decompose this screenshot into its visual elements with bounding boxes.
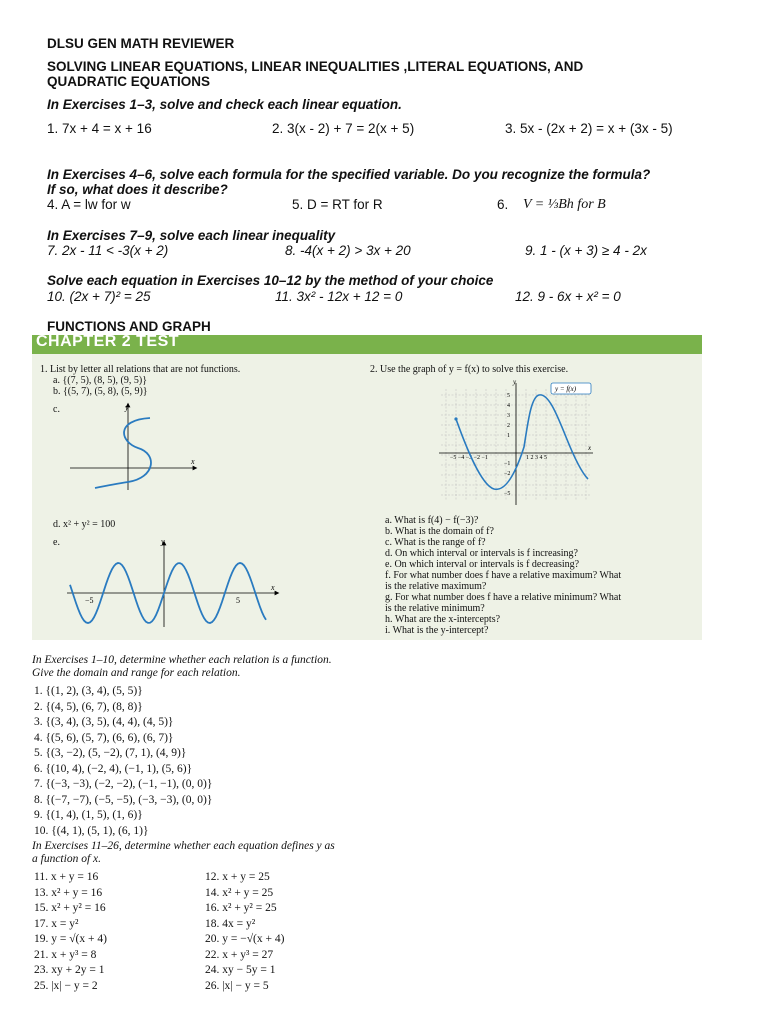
equation-22: 22. x + y³ = 27 xyxy=(205,948,274,961)
equation-26: 26. |x| − y = 5 xyxy=(205,979,269,992)
exercise-7: 7. 2x - 11 < -3(x + 2) xyxy=(47,243,169,258)
equations-left-column xyxy=(34,870,107,994)
document-title: DLSU GEN MATH REVIEWER xyxy=(47,36,235,51)
exercise-1: 1. 7x + 4 = x + 16 xyxy=(47,121,152,136)
exercise-6: 6. xyxy=(497,197,509,212)
svg-text:x: x xyxy=(588,444,592,452)
equation-13: 13. x² + y = 16 xyxy=(34,886,103,899)
q2-text: 2. Use the graph of y = f(x) to solve this exercise. xyxy=(370,364,569,375)
relation-7: 7. {(−3, −3), (−2, −2), (−1, −1), (0, 0)} xyxy=(34,778,213,790)
svg-text:1: 1 xyxy=(507,433,510,439)
svg-text:1 2 3 4 5: 1 2 3 4 5 xyxy=(526,455,547,461)
relation-3: 3. {(3, 4), (3, 5), (4, 4), (4, 5)} xyxy=(34,716,174,728)
svg-text:2: 2 xyxy=(507,423,510,429)
exercise-5: 5. D = RT for R xyxy=(292,197,383,212)
q1c-graph xyxy=(60,400,210,495)
equations-instruction-line1: In Exercises 11–26, determine whether each equation defines y as xyxy=(32,840,335,852)
equation-19: 19. y = √(x + 4) xyxy=(34,933,107,945)
q1c: c. xyxy=(53,404,60,415)
q1a: a. {(7, 5), (8, 5), (9, 5)} xyxy=(53,375,148,386)
relation-5: 5. {(3, −2), (5, −2), (7, 1), (4, 9)} xyxy=(34,747,187,759)
svg-text:−5: −5 xyxy=(85,596,94,605)
q1-text: 1. List by letter all relations that are not functions. xyxy=(40,364,241,375)
q2-part-h: h. What are the x-intercepts? xyxy=(385,614,501,625)
q2-part-a: a. What is f(4) − f(−3)? xyxy=(385,515,479,526)
svg-text:3: 3 xyxy=(507,413,510,419)
exercise-3: 3. 5x - (2x + 2) = x + (3x - 5) xyxy=(505,121,673,136)
relation-10: 10. {(4, 1), (5, 1), (6, 1)} xyxy=(34,824,149,837)
svg-text:4: 4 xyxy=(507,403,510,409)
q2-part-b: b. What is the domain of f? xyxy=(385,526,494,537)
equation-16: 16. x² + y² = 25 xyxy=(205,902,277,914)
q2-parts xyxy=(385,515,621,636)
equation-18: 18. 4x = y² xyxy=(205,917,256,930)
q2-part-g: g. For what number does f have a relative minimum? What xyxy=(385,592,622,603)
relation-6: 6. {(10, 4), (−2, 4), (−1, 1), (5, 6)} xyxy=(34,762,193,775)
equation-24: 24. xy − 5y = 1 xyxy=(205,964,276,976)
q2-part-e: e. On which interval or intervals is f decreasing? xyxy=(385,559,580,570)
q2-part-g-cont: is the relative minimum? xyxy=(385,603,485,614)
exercise-6-formula: V = ⅓Bh for B xyxy=(523,197,606,212)
topic-heading-line1: SOLVING LINEAR EQUATIONS, LINEAR INEQUALITIES ,LITERAL EQUATIONS, AND xyxy=(47,59,584,74)
equation-20: 20. y = −√(x + 4) xyxy=(205,933,285,945)
q2-part-f-cont: is the relative maximum? xyxy=(385,581,487,592)
relation-1: 1. {(1, 2), (3, 4), (5, 5)} xyxy=(34,685,143,697)
svg-text:x: x xyxy=(271,583,275,592)
q1e: e. xyxy=(53,537,60,548)
exercise-9: 9. 1 - (x + 3) ≥ 4 - 2x xyxy=(525,243,647,258)
equation-23: 23. xy + 2y = 1 xyxy=(34,964,105,976)
section2-instruction-line1: In Exercises 4–6, solve each formula for the specified variable. Do you recognize the formula? xyxy=(47,167,651,182)
svg-text:y: y xyxy=(125,403,129,412)
exercise-10: 10. (2x + 7)² = 25 xyxy=(47,289,151,304)
exercise-2: 2. 3(x - 2) + 7 = 2(x + 5) xyxy=(272,121,415,136)
exercise-4: 4. A = lw for w xyxy=(47,197,131,212)
exercise-11: 11. 3x² - 12x + 12 = 0 xyxy=(275,289,403,304)
svg-text:−1: −1 xyxy=(504,461,511,467)
equation-11: 11. x + y = 16 xyxy=(34,871,99,883)
svg-text:−2: −2 xyxy=(504,471,511,477)
svg-text:5: 5 xyxy=(236,596,240,605)
equation-21: 21. x + y³ = 8 xyxy=(34,948,97,961)
equation-15: 15. x² + y² = 16 xyxy=(34,902,106,914)
q1b: b. {(5, 7), (5, 8), (5, 9)} xyxy=(53,386,148,397)
svg-text:−5: −5 xyxy=(504,491,511,497)
section2-instruction-line2: If so, what does it describe? xyxy=(47,182,228,197)
graph-label: y = f(x) xyxy=(555,385,577,393)
equation-17: 17. x = y² xyxy=(34,917,79,930)
equation-14: 14. x² + y = 25 xyxy=(205,886,274,899)
equations-instruction-line2: a function of x. xyxy=(32,853,101,865)
section3-instruction: In Exercises 7–9, solve each linear inequality xyxy=(47,228,336,243)
relations-instruction-line2: Give the domain and range for each relation. xyxy=(32,667,241,679)
equation-25: 25. |x| − y = 2 xyxy=(34,979,98,992)
exercise-12: 12. 9 - 6x + x² = 0 xyxy=(515,289,621,304)
q1e-graph xyxy=(62,535,282,630)
relation-8: 8. {(−7, −7), (−5, −5), (−3, −3), (0, 0)} xyxy=(34,793,213,806)
q2-part-i: i. What is the y-intercept? xyxy=(385,625,489,636)
svg-text:y: y xyxy=(161,537,165,546)
topic-heading-line2: QUADRATIC EQUATIONS xyxy=(47,74,210,89)
q1d: d. x² + y² = 100 xyxy=(53,519,116,530)
section1-instruction: In Exercises 1–3, solve and check each linear equation. xyxy=(47,97,402,112)
svg-text:5: 5 xyxy=(507,393,510,399)
exercise-8: 8. -4(x + 2) > 3x + 20 xyxy=(285,243,411,258)
q2-graph xyxy=(436,377,596,509)
functions-heading: FUNCTIONS AND GRAPH xyxy=(47,319,211,334)
chapter-test-title: CHAPTER 2 TEST xyxy=(36,333,180,350)
q2-part-f: f. For what number does f have a relative maximum? What xyxy=(385,570,622,581)
relation-9: 9. {(1, 4), (1, 5), (1, 6)} xyxy=(34,809,143,821)
relations-list xyxy=(34,684,212,839)
equation-12: 12. x + y = 25 xyxy=(205,871,270,883)
relation-2: 2. {(4, 5), (6, 7), (8, 8)} xyxy=(34,700,143,713)
relation-4: 4. {(5, 6), (5, 7), (6, 6), (6, 7)} xyxy=(34,731,174,744)
svg-text:−5 −4 −3 −2 −1: −5 −4 −3 −2 −1 xyxy=(450,455,488,461)
q2-part-c: c. What is the range of f? xyxy=(385,537,486,548)
q2-part-d: d. On which interval or intervals is f increasing? xyxy=(385,548,578,559)
equations-right-column xyxy=(205,870,284,994)
relations-instruction-line1: In Exercises 1–10, determine whether each relation is a function. xyxy=(32,654,332,666)
svg-text:x: x xyxy=(191,457,195,466)
svg-text:y: y xyxy=(513,378,517,386)
section4-instruction: Solve each equation in Exercises 10–12 by the method of your choice xyxy=(47,273,494,288)
